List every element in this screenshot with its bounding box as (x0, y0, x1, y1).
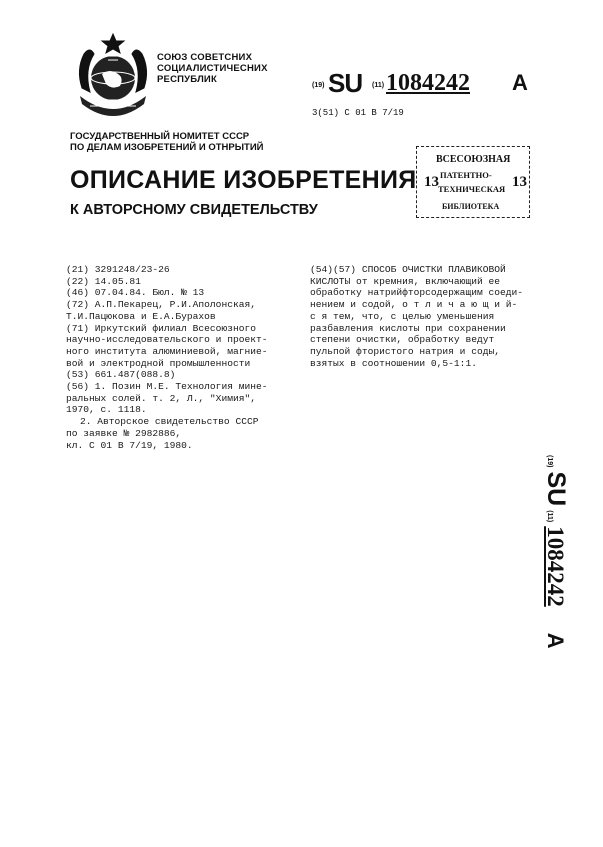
committee-line: ПО ДЕЛАМ ИЗОБРЕТЕНИЙ И ОТНРЫТИЙ (70, 142, 264, 153)
stamp-line: ВСЕСОЮЗНАЯ (436, 154, 511, 165)
stamp-line: ТЕХНИЧЕСКАЯ (438, 184, 506, 194)
stamp-number: 13 (512, 174, 527, 190)
bibliographic-data (66, 264, 304, 451)
side-code-11: (11) (546, 510, 553, 523)
claim-line: КИСЛОТЫ от кремния, включающий ее (310, 275, 500, 287)
organization-line: СОЦИАЛИСТИЧЕСНИХ (157, 63, 268, 74)
claim-line: степени очистки, обработку ведут (310, 334, 495, 346)
biblio-line: (72) А.П.Пекарец, Р.И.Аполонская, (66, 299, 256, 311)
side-code-19: (19) (546, 455, 553, 468)
code-19: (19) (312, 82, 325, 89)
country-code: SU (328, 68, 363, 98)
biblio-line: кл. С 01 В 7/19, 1980. (66, 439, 193, 451)
biblio-line: Т.И.Пацюкова и Е.А.Бурахов (66, 310, 216, 322)
biblio-line: (46) 07.04.84. Бюл. № 13 (66, 287, 205, 299)
biblio-line: (56) 1. Позин М.Е. Технология мине- (66, 381, 268, 393)
side-country-code: SU (542, 471, 570, 507)
biblio-line: научно-исследовательского и проект- (66, 334, 268, 346)
biblio-line: 2. Авторское свидетельство СССР (80, 416, 259, 428)
biblio-line: (71) Иркутский филиал Всесоюзного (66, 322, 256, 334)
side-kind-code: A (543, 632, 568, 649)
library-stamp (416, 146, 530, 224)
patent-number-block (312, 68, 562, 98)
committee-name (70, 131, 264, 153)
stamp-line: ПАТЕНТНО- (440, 170, 492, 180)
claim-line: (54)(57) СПОСОБ ОЧИСТКИ ПЛАВИКОВОЙ (310, 264, 506, 275)
stamp-number: 13 (424, 174, 439, 190)
organization-name (157, 52, 268, 85)
claim-line: нением и содой, о т л и ч а ю щ и й- (310, 299, 518, 311)
kind-code: A (512, 70, 528, 95)
biblio-line: вой и электродной промышленности (66, 357, 251, 369)
patent-number: 1084242 (386, 70, 470, 96)
organization-line: СОЮЗ СОВЕТСНИХ (157, 52, 253, 63)
side-patent-label (540, 455, 580, 685)
biblio-line: (21) 3291248/23-26 (66, 264, 170, 275)
claim-line: пульпой фтористого натрия и соды, (310, 345, 500, 357)
biblio-line: (22) 14.05.81 (66, 275, 141, 287)
claim-line: обработку натрийфторсодержащим соеди- (310, 287, 524, 299)
claim-text (310, 264, 550, 369)
side-label-text (541, 455, 570, 649)
biblio-line: ного института алюминиевой, магние- (66, 345, 268, 357)
claim-line: с я тем, что, с целью уменьшения (310, 310, 495, 322)
document-title: ОПИСАНИЕ ИЗОБРЕТЕНИЯ (70, 166, 417, 194)
committee-line: ГОСУДАРСТВЕННЫЙ НОМИТЕТ СССР (70, 131, 250, 142)
biblio-line: (53) 661.487(088.8) (66, 369, 176, 381)
biblio-line: 1970, с. 1118. (66, 404, 147, 416)
side-patent-number: 1084242 (543, 526, 568, 607)
stamp-line: БИБЛИОТЕКА (442, 202, 500, 211)
biblio-line: по заявке № 2982886, (66, 427, 182, 439)
claim-line: разбавления кислоты при сохранении (310, 322, 506, 334)
biblio-line: ральных солей. т. 2, Л., "Химия", (66, 392, 256, 404)
organization-line: РЕСПУБЛИК (157, 74, 217, 85)
code-11: (11) (372, 82, 385, 89)
claim-line: взятых в соотношении 0,5-1:1. (310, 357, 477, 369)
document-subtitle: К АВТОРСНОМУ СВИДЕТЕЛЬСТВУ (70, 202, 318, 218)
ussr-state-emblem-icon (72, 30, 154, 130)
classification: 3(51) C 01 B 7/19 (312, 108, 404, 118)
